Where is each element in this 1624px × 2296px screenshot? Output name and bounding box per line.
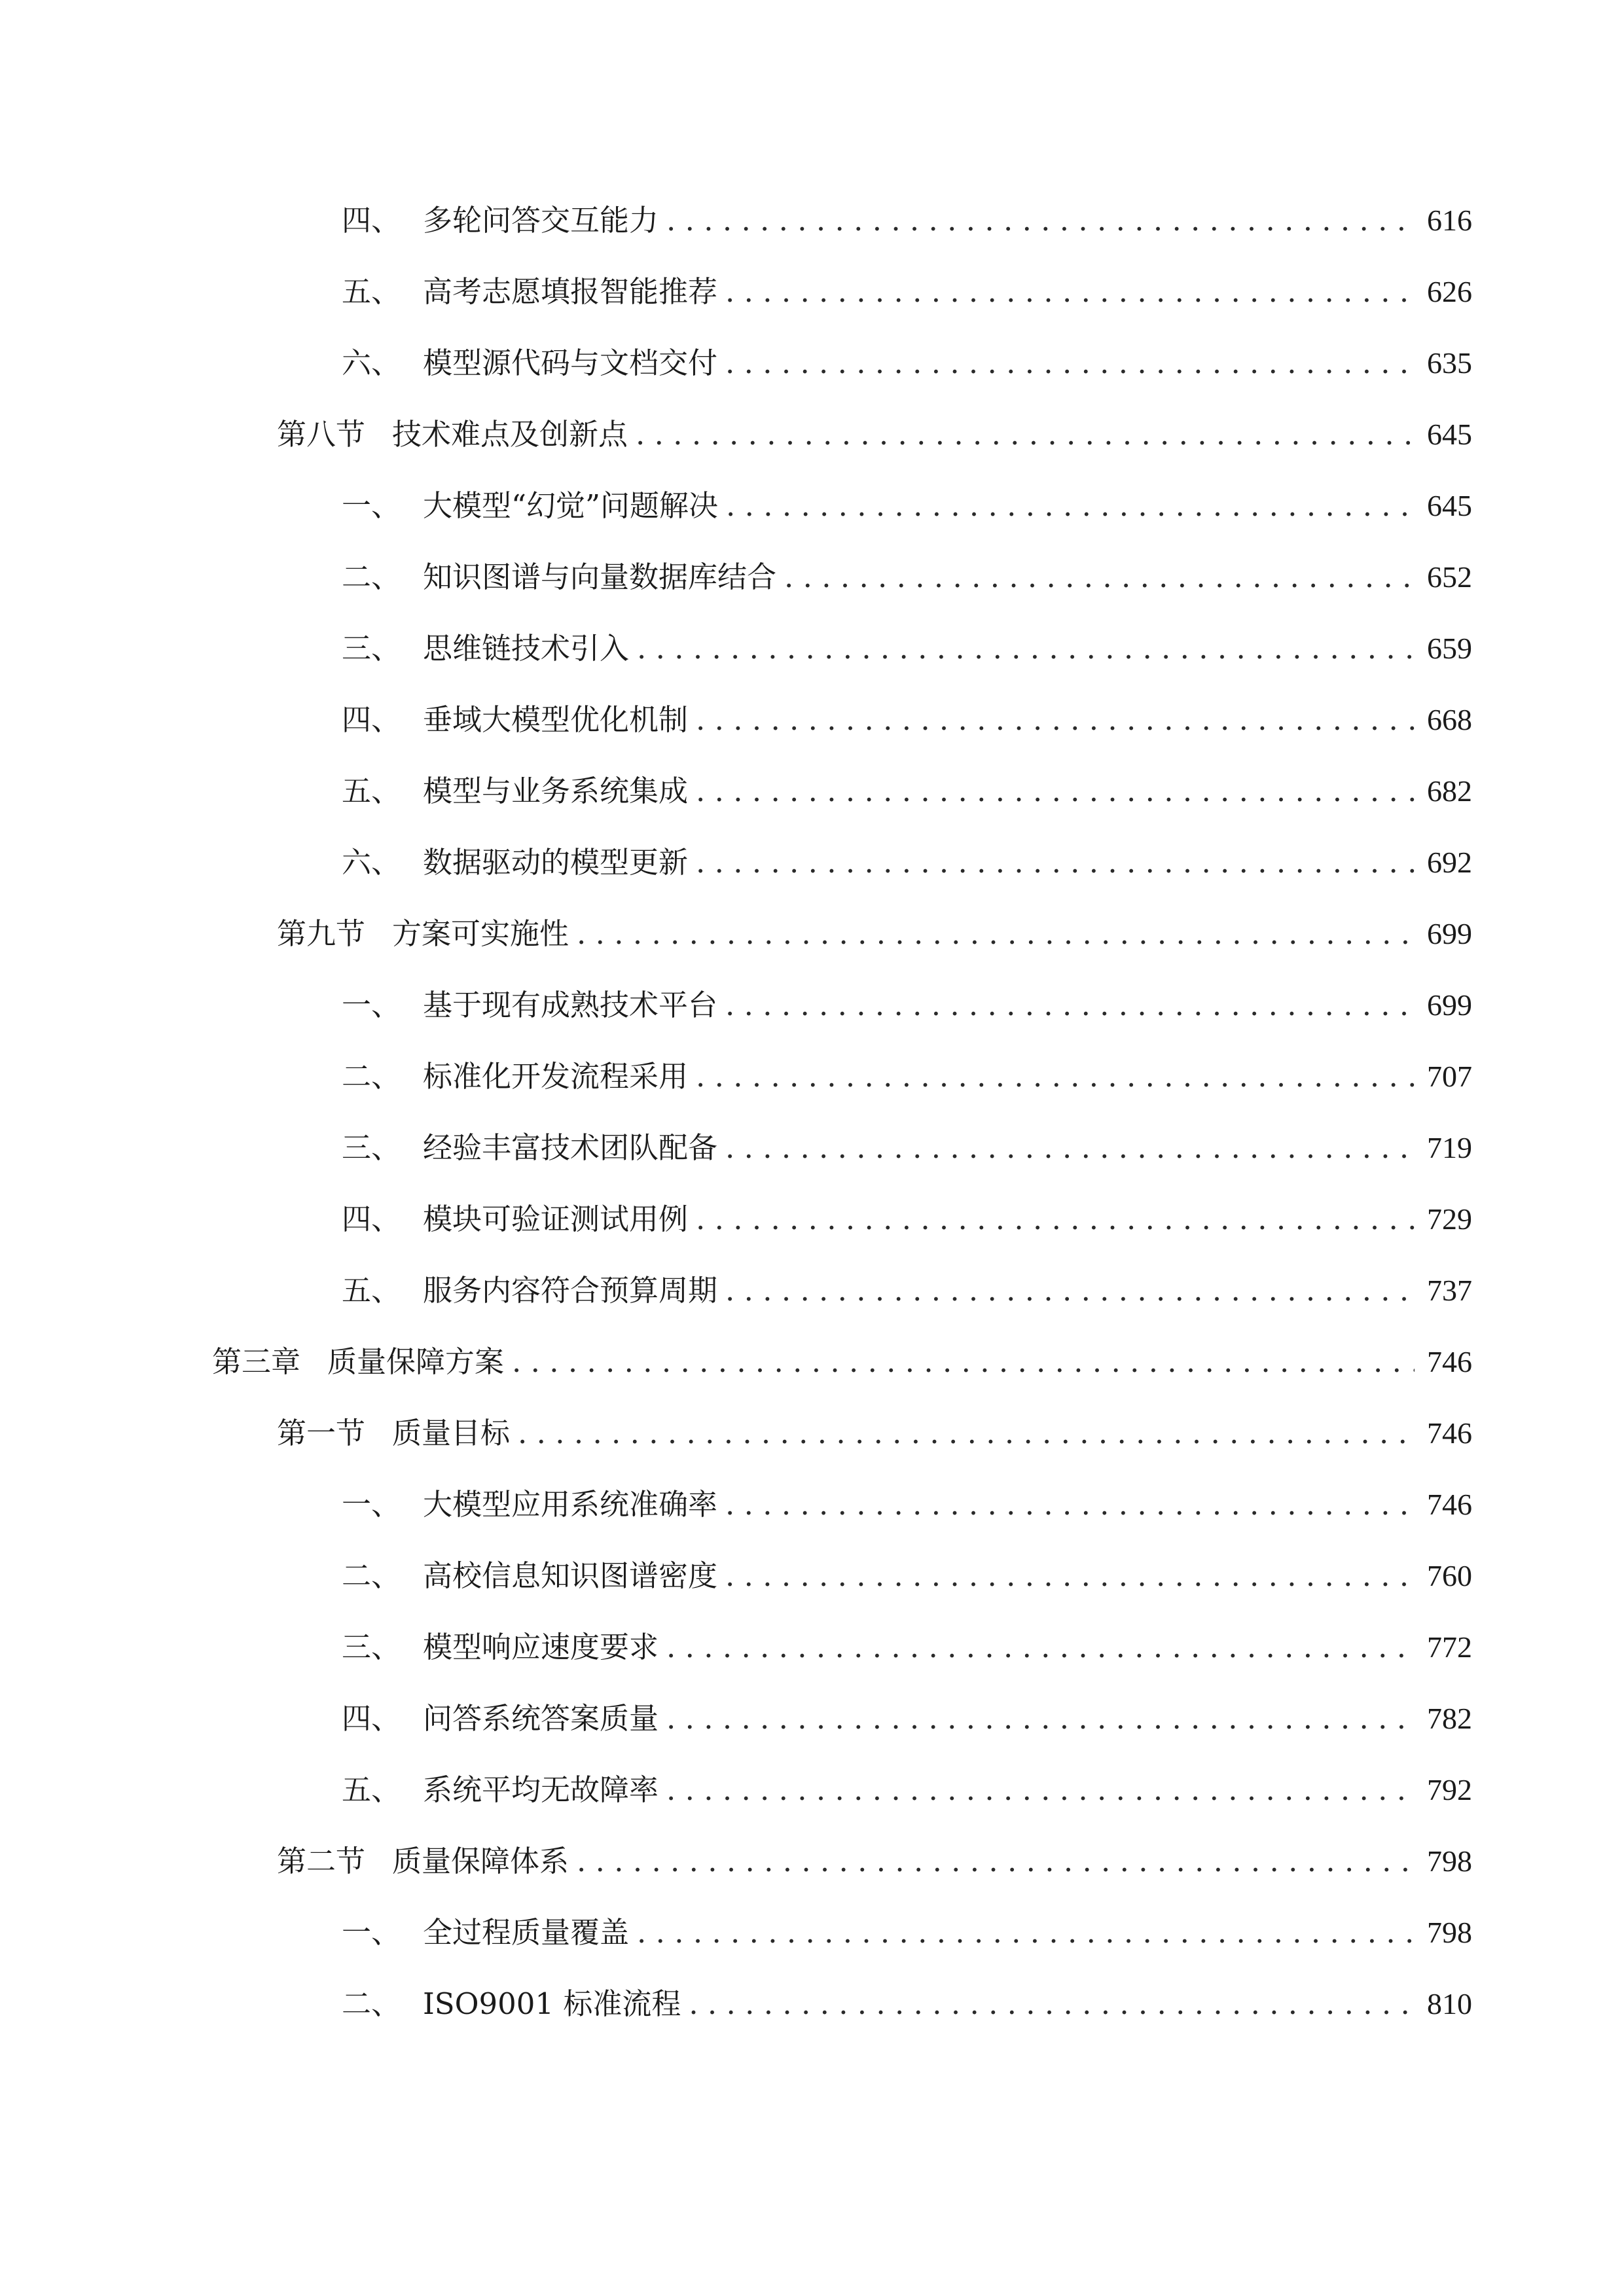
toc-dot-leader	[689, 1978, 1415, 2030]
toc-entry[interactable]	[342, 622, 1472, 675]
toc-entry[interactable]	[342, 1550, 1472, 1602]
toc-entry[interactable]	[342, 979, 1472, 1031]
toc-entry-number: 一、	[342, 1487, 401, 1522]
toc-entry-number: 第二节	[277, 1844, 366, 1878]
toc-dot-leader	[666, 1764, 1415, 1816]
toc-dot-leader	[725, 1265, 1415, 1317]
toc-entry[interactable]	[277, 908, 1472, 960]
toc-entry-number: 五、	[342, 1772, 401, 1807]
toc-entry-page: 729	[1427, 1202, 1472, 1236]
toc-entry-title: 质量保障体系	[392, 1844, 569, 1878]
toc-entry-number: 五、	[342, 274, 401, 309]
toc-entry[interactable]	[342, 1122, 1472, 1174]
toc-dot-leader	[725, 337, 1415, 389]
toc-entry[interactable]	[342, 1764, 1472, 1816]
toc-entry[interactable]	[342, 551, 1472, 603]
toc-dot-leader	[666, 194, 1415, 247]
toc-entry-title: 经验丰富技术团队配备	[423, 1130, 718, 1165]
toc-entry-title: ISO9001 标准流程	[423, 1986, 681, 2021]
toc-entry-title: 质量保障方案	[327, 1344, 505, 1379]
toc-entry[interactable]	[342, 1621, 1472, 1674]
toc-entry-number: 第三章	[212, 1344, 301, 1379]
toc-entry-page: 707	[1427, 1060, 1472, 1093]
toc-entry-page: 746	[1427, 1488, 1472, 1521]
toc-dot-leader	[577, 1835, 1415, 1888]
toc-entry-number: 第一节	[277, 1416, 366, 1450]
toc-entry-title: 大模型应用系统准确率	[423, 1487, 718, 1522]
toc-dot-leader	[726, 480, 1415, 532]
toc-entry[interactable]	[342, 337, 1472, 389]
toc-entry[interactable]	[342, 1479, 1472, 1531]
toc-entry-page: 798	[1427, 1916, 1472, 1949]
toc-entry-number: 三、	[342, 1130, 401, 1165]
toc-entry-title: 模型源代码与文档交付	[423, 346, 718, 380]
toc-entry-number: 一、	[342, 488, 401, 523]
toc-dot-leader	[725, 1122, 1415, 1174]
toc-entry-number: 五、	[342, 1273, 401, 1308]
toc-entry-number: 四、	[342, 203, 401, 238]
toc-entry-number: 六、	[342, 845, 401, 880]
toc-entry-page: 746	[1427, 1345, 1472, 1378]
toc-entry-title: 知识图谱与向量数据库结合	[423, 560, 777, 594]
toc-entry-title: 系统平均无故障率	[423, 1772, 659, 1807]
toc-entry-title: 全过程质量覆盖	[423, 1915, 630, 1950]
toc-entry-page: 699	[1427, 988, 1472, 1022]
toc-entry-number: 二、	[342, 560, 401, 594]
toc-entry-page: 652	[1427, 560, 1472, 594]
toc-entry[interactable]	[342, 480, 1472, 532]
toc-entry[interactable]	[342, 1050, 1472, 1103]
toc-dot-leader	[696, 1050, 1415, 1103]
toc-entry-number: 五、	[342, 774, 401, 808]
toc-entry-number: 二、	[342, 1558, 401, 1593]
toc-entry-title: 高校信息知识图谱密度	[423, 1558, 718, 1593]
toc-entry-title: 模块可验证测试用例	[423, 1202, 689, 1236]
toc-dot-leader	[725, 979, 1415, 1031]
toc-dot-leader	[577, 908, 1415, 960]
toc-entry[interactable]	[342, 1265, 1472, 1317]
toc-entry[interactable]	[342, 1907, 1472, 1959]
toc-entry-title: 模型与业务系统集成	[423, 774, 689, 808]
toc-entry-page: 782	[1427, 1702, 1472, 1735]
toc-entry-page: 810	[1427, 1987, 1472, 2020]
toc-dot-leader	[637, 622, 1415, 675]
toc-entry[interactable]	[342, 765, 1472, 817]
toc-entry-number: 六、	[342, 346, 401, 380]
toc-entry-number: 二、	[342, 1059, 401, 1094]
toc-entry-page: 760	[1427, 1559, 1472, 1592]
toc-dot-leader	[696, 1193, 1415, 1246]
toc-entry-page: 626	[1427, 275, 1472, 308]
toc-entry[interactable]	[342, 1978, 1472, 2030]
toc-entry-number: 第八节	[277, 417, 366, 452]
toc-dot-leader	[725, 266, 1415, 318]
toc-dot-leader	[784, 551, 1415, 603]
toc-entry-page: 616	[1427, 204, 1472, 237]
toc-entry[interactable]	[342, 1193, 1472, 1246]
toc-entry[interactable]	[342, 1693, 1472, 1745]
toc-entry-number: 四、	[342, 1202, 401, 1236]
toc-entry-page: 645	[1427, 418, 1472, 451]
toc-dot-leader	[725, 1479, 1415, 1531]
toc-entry-title: 多轮问答交互能力	[423, 203, 659, 238]
toc-entry-title: 高考志愿填报智能推荐	[423, 274, 718, 309]
toc-entry-page: 737	[1427, 1274, 1472, 1307]
toc-entry-page: 659	[1427, 632, 1472, 665]
toc-entry-page: 692	[1427, 846, 1472, 879]
toc-entry-number: 四、	[342, 702, 401, 737]
toc-entry-page: 719	[1427, 1131, 1472, 1164]
toc-entry-title: 质量目标	[392, 1416, 511, 1450]
toc-entry-title: 问答系统答案质量	[423, 1701, 659, 1736]
toc-entry-number: 三、	[342, 631, 401, 666]
toc-entry[interactable]	[342, 194, 1472, 247]
toc-entry-number: 四、	[342, 1701, 401, 1736]
toc-entry[interactable]	[277, 408, 1472, 461]
toc-entry[interactable]	[277, 1407, 1472, 1460]
toc-entry[interactable]	[277, 1835, 1472, 1888]
toc-entry-number: 第九节	[277, 916, 366, 951]
toc-entry-title: 技术难点及创新点	[392, 417, 628, 452]
toc-entry-page: 792	[1427, 1773, 1472, 1806]
toc-entry[interactable]	[342, 836, 1472, 889]
toc-entry[interactable]	[212, 1336, 1472, 1388]
toc-entry-number: 二、	[342, 1986, 401, 2021]
toc-entry[interactable]	[342, 266, 1472, 318]
toc-entry-page: 682	[1427, 774, 1472, 808]
toc-entry-page: 772	[1427, 1630, 1472, 1664]
toc-entry-page: 645	[1427, 489, 1472, 522]
toc-entry-number: 三、	[342, 1630, 401, 1664]
toc-entry-title: 思维链技术引入	[423, 631, 630, 666]
toc-entry-title: 标准化开发流程采用	[423, 1059, 689, 1094]
toc-entry-title: 方案可实施性	[392, 916, 569, 951]
toc-dot-leader	[518, 1407, 1415, 1460]
toc-dot-leader	[636, 408, 1415, 461]
toc-entry-page: 635	[1427, 346, 1472, 380]
toc-entry-number: 一、	[342, 1915, 401, 1950]
toc-entry-title: 垂域大模型优化机制	[423, 702, 689, 737]
toc-dot-leader	[696, 765, 1415, 817]
toc-entry-page: 668	[1427, 703, 1472, 736]
toc-entry[interactable]	[342, 694, 1472, 746]
toc-dot-leader	[696, 694, 1415, 746]
toc-entry-page: 798	[1427, 1844, 1472, 1878]
toc-dot-leader	[666, 1693, 1415, 1745]
toc-dot-leader	[696, 836, 1415, 889]
toc-entry-title: 服务内容符合预算周期	[423, 1273, 718, 1308]
toc-entry-title: 大模型“幻觉”问题解决	[423, 488, 719, 523]
toc-entry-page: 699	[1427, 917, 1472, 950]
toc-entry-number: 一、	[342, 988, 401, 1022]
toc-dot-leader	[512, 1336, 1415, 1388]
toc-entry-title: 基于现有成熟技术平台	[423, 988, 718, 1022]
toc-dot-leader	[666, 1621, 1415, 1674]
toc-dot-leader	[637, 1907, 1415, 1959]
toc-dot-leader	[725, 1550, 1415, 1602]
toc-entry-title: 数据驱动的模型更新	[423, 845, 689, 880]
toc-entry-title: 模型响应速度要求	[423, 1630, 659, 1664]
toc-entry-page: 746	[1427, 1416, 1472, 1450]
